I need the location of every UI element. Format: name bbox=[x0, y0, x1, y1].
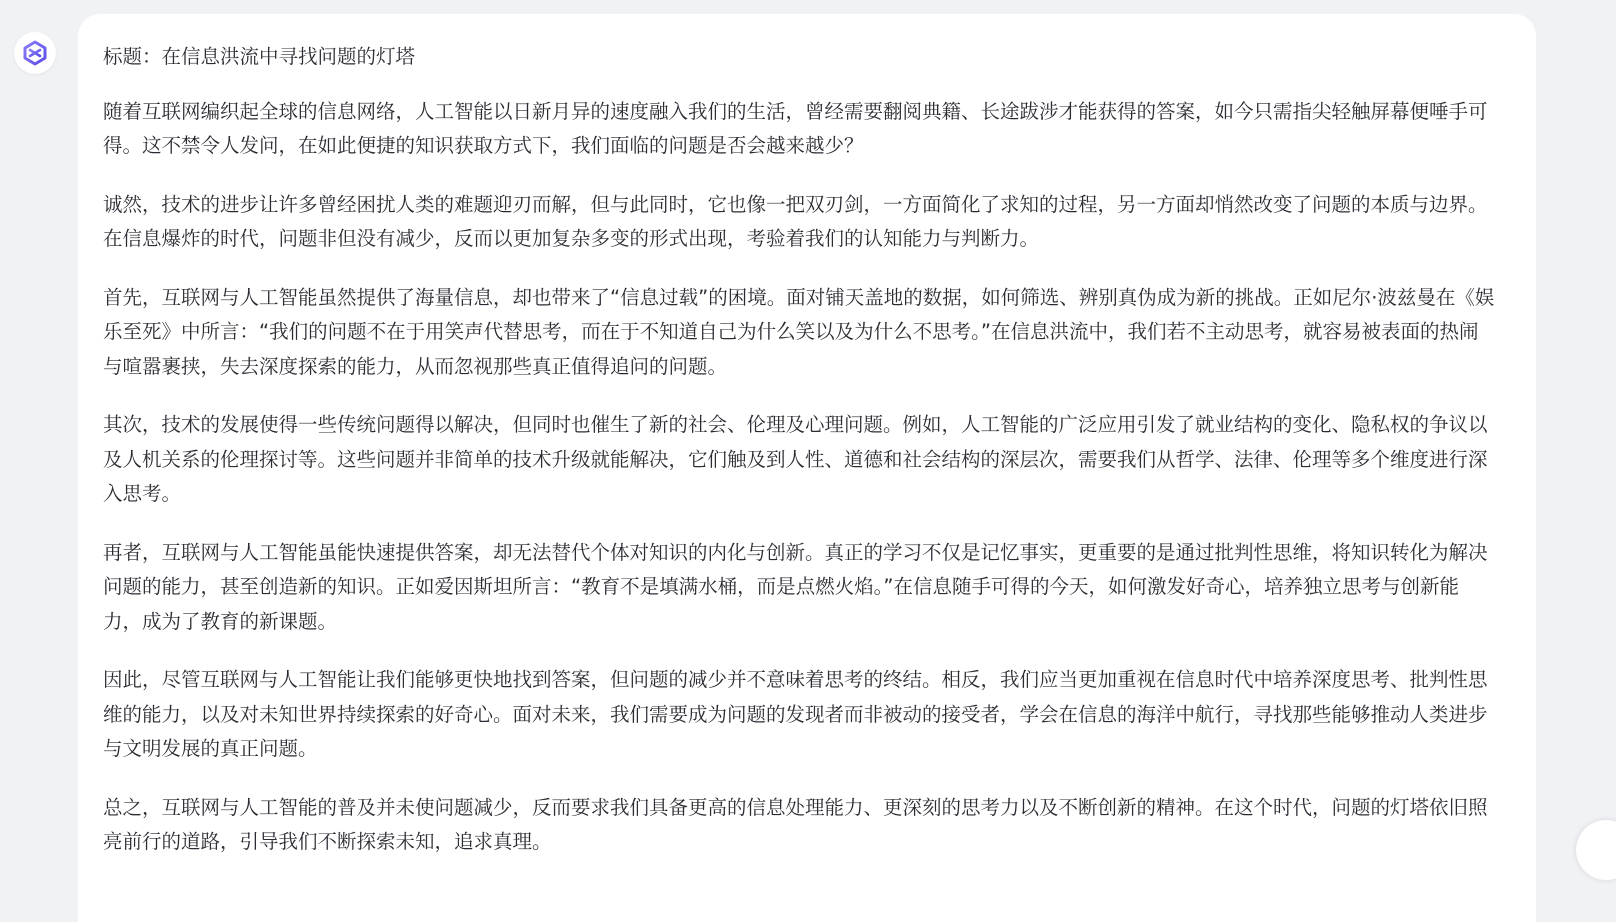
floating-action-button[interactable] bbox=[1576, 820, 1616, 880]
essay-paragraph-7: 总之，互联网与人工智能的普及并未使问题减少，反而要求我们具备更高的信息处理能力、更深刻的思考力以及不断创新的精神。在这个时代，问题的灯塔依旧照亮前行的道路，引导我们不断探索未知，追求真理。 bbox=[103, 795, 1488, 853]
assistant-avatar bbox=[14, 32, 56, 74]
essay-paragraph-1: 随着互联网编织起全球的信息网络，人工智能以日新月异的速度融入我们的生活，曾经需要翻阅典籍、长途跋涉才能获得的答案，如今只需指尖轻触屏幕便唾手可得。这不禁令人发问，在如此便捷的知识获取方式下，我们面临的问题是否会越来越少？ bbox=[103, 99, 1488, 157]
essay-paragraph-6: 因此，尽管互联网与人工智能让我们能够更快地找到答案，但问题的减少并不意味着思考的终结。相反，我们应当更加重视在信息时代中培养深度思考、批判性思维的能力，以及对未知世界持续探索的好奇心。面对未来，我们需要成为问题的发现者而非被动的接受者，学会在信息的海洋中航行，寻找那些能够推动人类进步与文明发展的真正问题。 bbox=[103, 668, 1488, 760]
assistant-logo-icon bbox=[21, 39, 49, 67]
essay-title: 标题：在信息洪流中寻找问题的灯塔 bbox=[103, 45, 416, 68]
essay-paragraph-3: 首先，互联网与人工智能虽然提供了海量信息，却也带来了“信息过载”的困境。面对铺天盖地的数据，如何筛选、辨别真伪成为新的挑战。正如尼尔·波兹曼在《娱乐至死》中所言：“我们的问题不在于用笑声代替思考，而在于不知道自己为什么笑以及为什么不思考。”在信息洪流中，我们若不主动思考，就容易被表面的热闹与喧嚣裹挟，失去深度探索的能力，从而忽视那些真正值得追问的问题。 bbox=[103, 285, 1495, 378]
message-body bbox=[103, 40, 1496, 860]
essay-paragraph-5: 再者，互联网与人工智能虽能快速提供答案，却无法替代个体对知识的内化与创新。真正的学习不仅是记忆事实，更重要的是通过批判性思维，将知识转化为解决问题的能力，甚至创造新的知识。正如爱因斯坦所言：“教育不是填满水桶，而是点燃火焰。”在信息随手可得的今天，如何激发好奇心，培养独立思考与创新能力，成为了教育的新课题。 bbox=[103, 540, 1488, 633]
essay-paragraph-4: 其次，技术的发展使得一些传统问题得以解决，但同时也催生了新的社会、伦理及心理问题。例如，人工智能的广泛应用引发了就业结构的变化、隐私权的争议以及人机关系的伦理探讨等。这些问题并非简单的技术升级就能解决，它们触及到人性、道德和社会结构的深层次，需要我们从哲学、法律、伦理等多个维度进行深入思考。 bbox=[103, 413, 1488, 505]
essay-paragraph-2: 诚然，技术的进步让许多曾经困扰人类的难题迎刃而解，但与此同时，它也像一把双刃剑，一方面简化了求知的过程，另一方面却悄然改变了问题的本质与边界。在信息爆炸的时代，问题非但没有减少，反而以更加复杂多变的形式出现，考验着我们的认知能力与判断力。 bbox=[103, 192, 1488, 250]
assistant-message-bubble bbox=[78, 14, 1536, 922]
